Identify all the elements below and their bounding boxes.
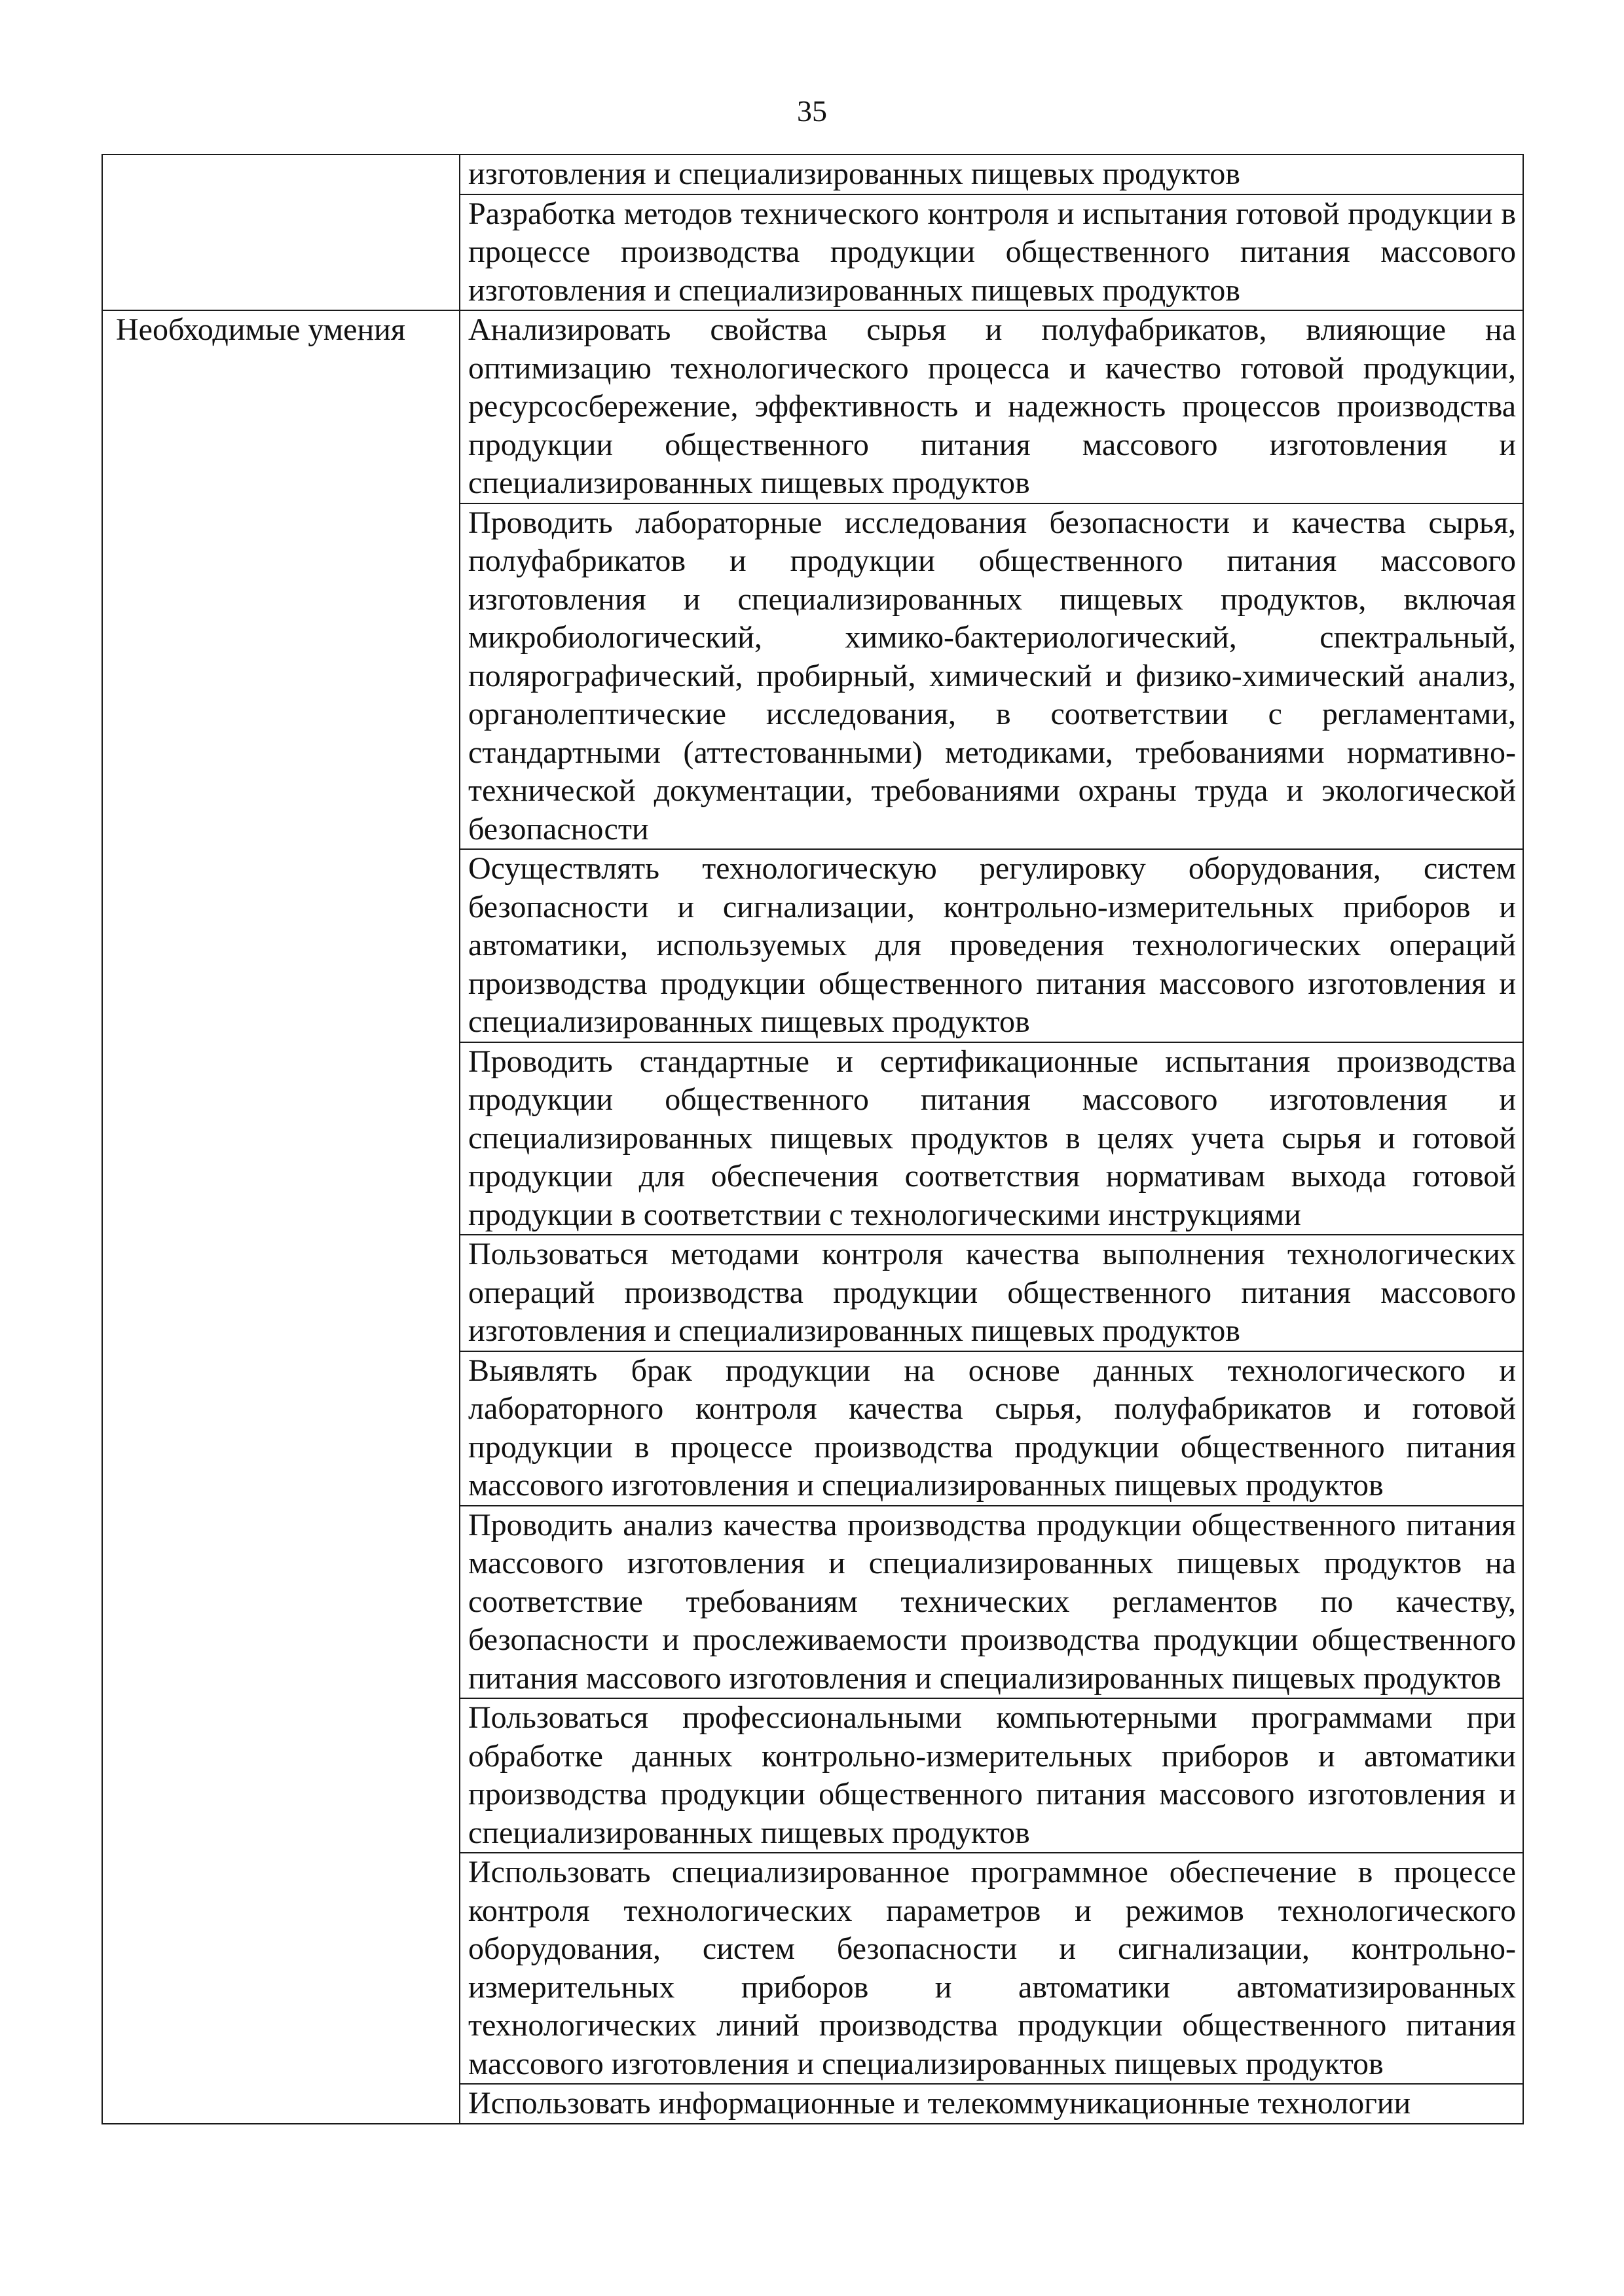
table-cell: Выявлять брак продукции на основе данных технологического и лабораторного контроля качества сырья, полуфабрикатов и готовой продукции в процессе производства продукции общественного питания массового изготовления и специализированных пищевых продуктов (460, 1351, 1523, 1506)
table-cell: Пользоваться методами контроля качества выполнения технологических операций производства продукции общественного питания массового изготовления и специализированных пищевых продуктов (460, 1235, 1523, 1351)
table-cell: Разработка методов технического контроля и испытания готовой продукции в процессе производства продукции общественного питания массового изготовления и специализированных пищевых продуктов (460, 194, 1523, 311)
requirements-table (101, 154, 1524, 2124)
page-number: 35 (797, 94, 827, 128)
table-cell: Пользоваться профессиональными компьютерными программами при обработке данных контрольно-измерительных приборов и автоматики производства продукции общественного питания массового изготовления и специализированных пищевых продуктов (460, 1698, 1523, 1853)
table-cell: Проводить лабораторные исследования безопасности и качества сырья, полуфабрикатов и продукции общественного питания массового изготовления и специализированных пищевых продуктов, включая микробиологический, химико-бактериологический, спектральный, полярографический, пробирный, химический и физико-химический анализ, органолептические исследования, в соответствии с регламентами, стандартными (аттестованными) методиками, требованиями нормативно-технической документации, требованиями охраны труда и экологической безопасности (460, 503, 1523, 850)
table-row (102, 310, 1523, 503)
table-cell: Проводить стандартные и сертификационные испытания производства продукции общественного питания массового изготовления и специализированных пищевых продуктов в целях учета сырья и готовой продукции для обеспечения соответствия нормативам выхода готовой продукции в соответствии с технологическими инструкциями (460, 1042, 1523, 1235)
table-cell: Анализировать свойства сырья и полуфабрикатов, влияющие на оптимизацию технологического процесса и качество готовой продукции, ресурсосбережение, эффективность и надежность процессов производства продукции общественного питания массового изготовления и специализированных пищевых продуктов (460, 310, 1523, 503)
row-label-empty (102, 155, 460, 310)
table-row (102, 155, 1523, 194)
table-cell: Использовать информационные и телекоммуникационные технологии (460, 2084, 1523, 2124)
table-cell: Осуществлять технологическую регулировку оборудования, систем безопасности и сигнализации, контрольно-измерительных приборов и автоматики, используемых для проведения технологических операций производства продукции общественного питания массового изготовления и специализированных пищевых продуктов (460, 849, 1523, 1042)
table-cell: изготовления и специализированных пищевых продуктов (460, 155, 1523, 194)
table-cell: Использовать специализированное программное обеспечение в процессе контроля технологических параметров и режимов технологического оборудования, систем безопасности и сигнализации, контрольно-измерительных приборов и автоматики автоматизированных технологических линий производства продукции общественного питания массового изготовления и специализированных пищевых продуктов (460, 1853, 1523, 2084)
row-label-required-skills: Необходимые умения (102, 310, 460, 2124)
table-cell: Проводить анализ качества производства продукции общественного питания массового изготовления и специализированных пищевых продуктов на соответствие требованиям технических регламентов по качеству, безопасности и прослеживаемости производства продукции общественного питания массового изготовления и специализированных пищевых продуктов (460, 1506, 1523, 1699)
